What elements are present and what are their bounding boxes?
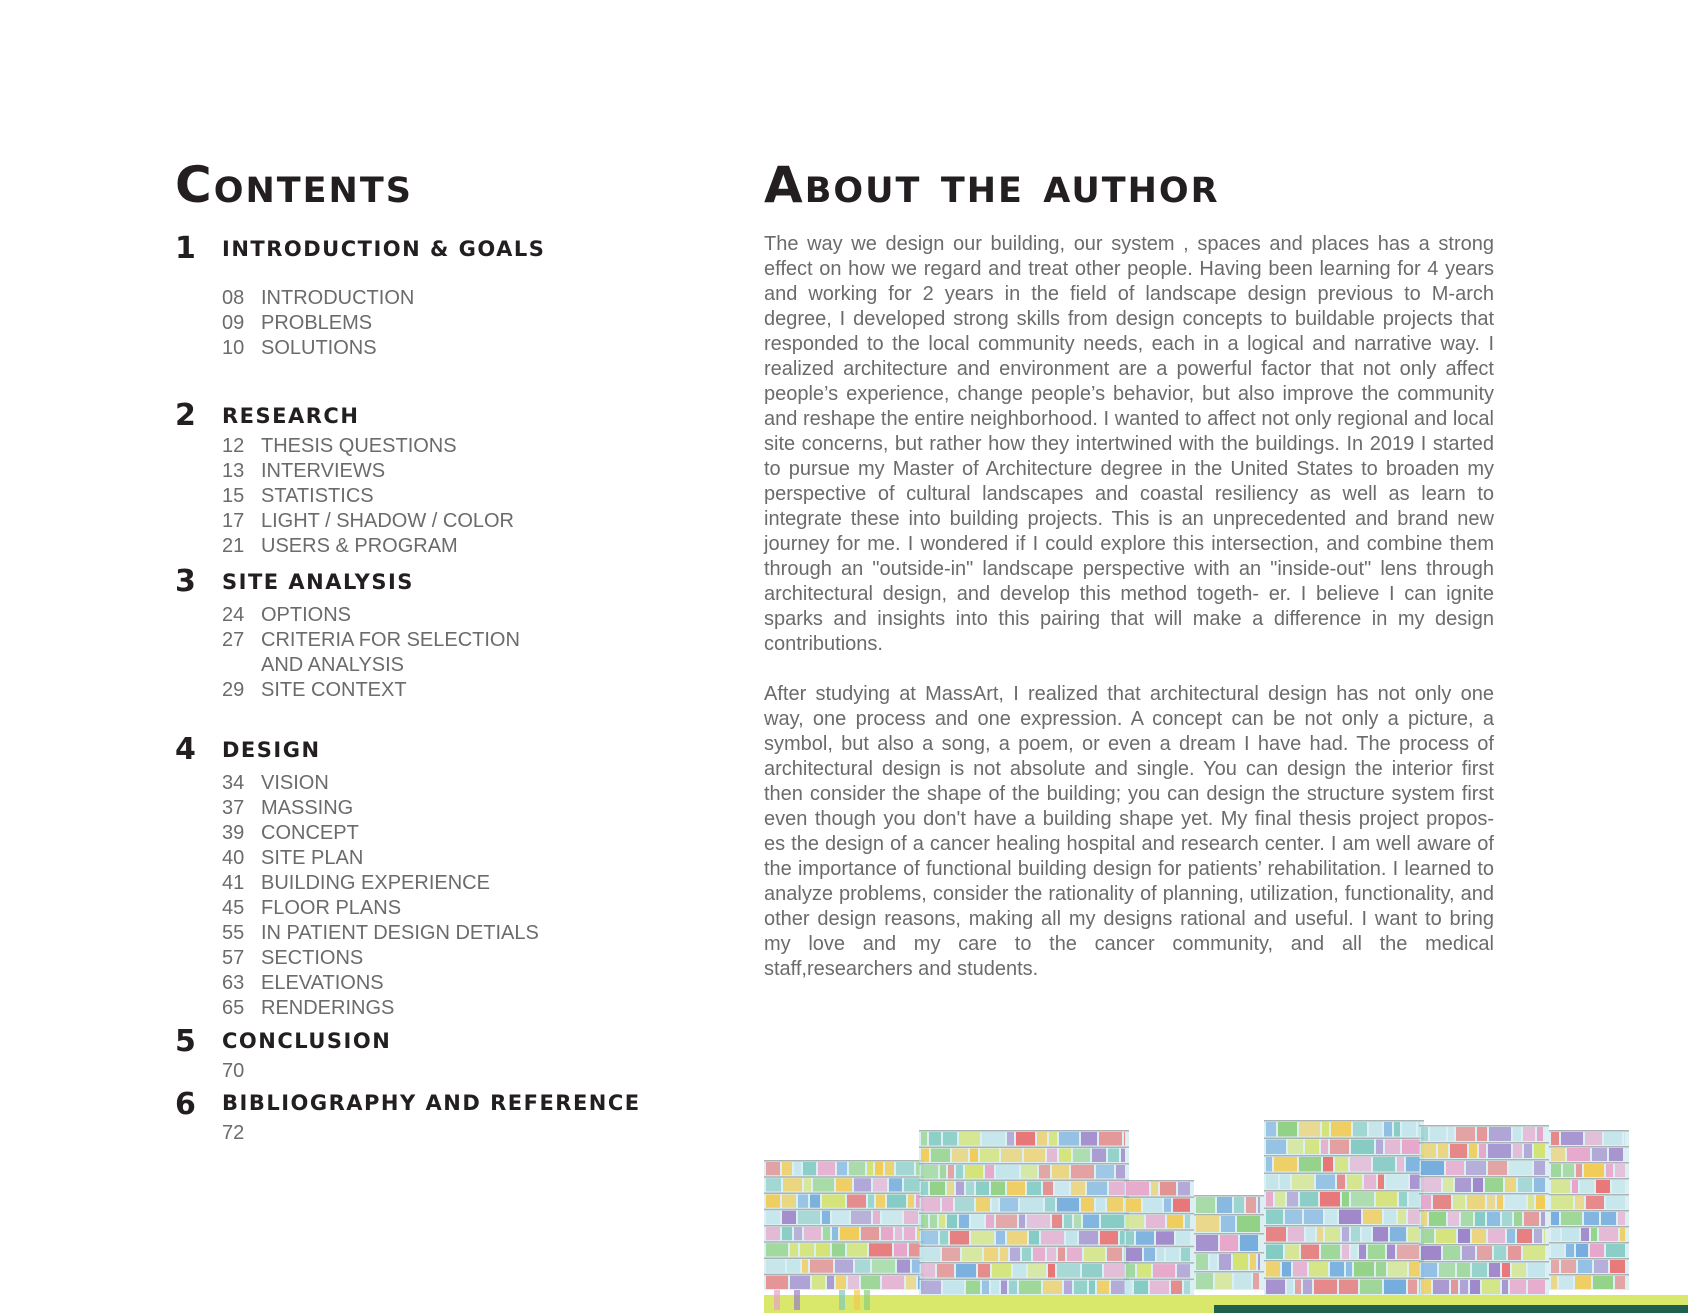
toc-entry-label: CONCEPT: [261, 822, 359, 844]
toc-entry[interactable]: [222, 603, 351, 628]
toc-entry-label: FLOOR PLANS: [261, 897, 402, 919]
section-title: RESEARCH: [222, 404, 360, 428]
section-number: 3: [175, 564, 196, 599]
toc-entry-label: BUILDING EXPERIENCE: [261, 872, 490, 894]
toc-entry[interactable]: [222, 484, 374, 509]
toc-entry-page: 65: [222, 997, 245, 1019]
toc-entry-label: LIGHT / SHADOW / COLOR: [261, 510, 514, 532]
building-elevation-graphic: [764, 1100, 1688, 1313]
about-body: [764, 232, 1494, 1007]
toc-entry-label: MASSING: [261, 797, 354, 819]
section-number: 2: [175, 398, 196, 433]
toc-entry[interactable]: [222, 796, 353, 821]
section-title: INTRODUCTION & GOALS: [222, 237, 546, 261]
toc-entry[interactable]: [222, 1121, 261, 1146]
section-number: 1: [175, 231, 196, 266]
toc-entry-label: THESIS QUESTIONS: [261, 435, 457, 457]
toc-entry[interactable]: [222, 459, 385, 484]
about-paragraph-1: The way we design our building, our system , spaces and places has a strong effect on how we regard and treat other people. Having been learning for 4 years and working for 2 years in the field of landscape design previous to M-arch degree, I developed strong skills from design concepts to buildable projects that responded to the local community needs, each in a logical and narrative way. I realized architecture and environment are a powerful factor that not only affect people’s experience, change people’s behavior, but also improve the community and reshape the entire neighborhood. I wanted to affect not only regional and local site concerns, but rather how they intertwined with the buildings. In 2019 I started to pursue my Master of Architecture degree in the United States to broaden my perspective of cultural landscapes and coastal resiliency as well as learn to integrate these into building projects. This is an unprecedented and brand new journey for me. I wondered if I could explore this intersection, and combine them through an "outside-in" landscape perspective with an "inside-out" lens through architectural design, and develop this method togeth- er. I believe I can ignite sparks and insights into this pairing that will make a difference in my design contributions.: [764, 233, 1494, 655]
toc-entry-page: 45: [222, 897, 245, 919]
section-number: 5: [175, 1024, 196, 1059]
toc-entry-label: OPTIONS: [261, 604, 352, 626]
toc-entry[interactable]: [222, 771, 329, 796]
section-title: DESIGN: [222, 738, 321, 762]
toc-entry[interactable]: [222, 434, 457, 459]
toc-entry-label: INTRODUCTION: [261, 287, 415, 309]
toc-entry[interactable]: [222, 628, 520, 678]
toc-entry[interactable]: [222, 1059, 261, 1084]
toc-entry-page: 27: [222, 629, 245, 651]
toc-entry-page: 72: [222, 1122, 245, 1144]
toc-entry[interactable]: [222, 509, 514, 534]
toc-entry-page: 10: [222, 337, 245, 359]
toc-entry-page: 70: [222, 1060, 245, 1082]
section-title: CONCLUSION: [222, 1029, 392, 1053]
toc-entry-label: STATISTICS: [261, 485, 374, 507]
toc-entry-label: ELEVATIONS: [261, 972, 384, 994]
toc-entry-page: 24: [222, 604, 245, 626]
toc-entry-page: 08: [222, 287, 245, 309]
toc-entry-page: 12: [222, 435, 245, 457]
toc-entry[interactable]: [222, 971, 384, 996]
toc-entry[interactable]: [222, 996, 394, 1021]
contents-title: Contents: [175, 156, 413, 214]
toc-entry-label: INTERVIEWS: [261, 460, 386, 482]
toc-entry[interactable]: [222, 678, 407, 703]
toc-entry-page: 09: [222, 312, 245, 334]
toc-entry[interactable]: [222, 846, 363, 871]
toc-entry-label: IN PATIENT DESIGN DETIALS: [261, 922, 539, 944]
toc-entry-page: 55: [222, 922, 245, 944]
toc-entry[interactable]: [222, 921, 539, 946]
building-illustration: [764, 1100, 1688, 1313]
toc-entry-page: 34: [222, 772, 245, 794]
toc-entry-label: SOLUTIONS: [261, 337, 377, 359]
toc-entry-page: 57: [222, 947, 245, 969]
about-title: About the author: [764, 156, 1220, 214]
toc-entry[interactable]: [222, 871, 490, 896]
toc-entry-page: 63: [222, 972, 245, 994]
toc-entry-page: 15: [222, 485, 245, 507]
section-number: 6: [175, 1087, 196, 1122]
section-title: BIBLIOGRAPHY AND REFERENCE: [222, 1091, 641, 1115]
toc-entry[interactable]: [222, 311, 372, 336]
toc-entry[interactable]: [222, 821, 359, 846]
toc-entry[interactable]: [222, 336, 377, 361]
toc-entry[interactable]: [222, 534, 458, 559]
toc-entry-page: 13: [222, 460, 245, 482]
toc-entry[interactable]: [222, 896, 401, 921]
toc-entry-page: 17: [222, 510, 245, 532]
toc-entry-label: PROBLEMS: [261, 312, 373, 334]
toc-entry-page: 41: [222, 872, 245, 894]
toc-entry[interactable]: [222, 286, 414, 311]
toc-entry-label-continued: AND ANALYSIS: [261, 654, 405, 676]
toc-entry-label: SECTIONS: [261, 947, 364, 969]
section-number: 4: [175, 732, 196, 767]
toc-entry-label: SITE CONTEXT: [261, 679, 407, 701]
toc-entry-page: 40: [222, 847, 245, 869]
toc-entry-page: 39: [222, 822, 245, 844]
toc-entry-label: VISION: [261, 772, 329, 794]
toc-entry-label: CRITERIA FOR SELECTION: [261, 629, 520, 651]
toc-entry-page: 37: [222, 797, 245, 819]
about-paragraph-2: After studying at MassArt, I realized that architectural design has not only one way, one process and one expression. A concept can be not only a picture, a symbol, but also a song, a poem, or even a dream I have had. The process of architectural design is not absolute and single. You can design the interior first then consider the shape of the building; you can design the structure system first even though you don't have a building shape yet. My final thesis project propos- es the design of a cancer healing hospital and research center. I am well aware of the importance of functional building design for patients’ rehabilitation. I learned to analyze problems, consider the rationality of planning, utilization, functionality, and other design reasons, making all my designs rational and useful. I want to bring my love and my care to the cancer community, and all the medical staff,researchers and students.: [764, 683, 1494, 980]
toc-entry-label: SITE PLAN: [261, 847, 364, 869]
toc-entry-page: 29: [222, 679, 245, 701]
toc-entry-page: 21: [222, 535, 245, 557]
section-title: SITE ANALYSIS: [222, 570, 414, 594]
toc-entry[interactable]: [222, 946, 363, 971]
toc-entry-label: RENDERINGS: [261, 997, 395, 1019]
toc-entry-label: USERS & PROGRAM: [261, 535, 458, 557]
